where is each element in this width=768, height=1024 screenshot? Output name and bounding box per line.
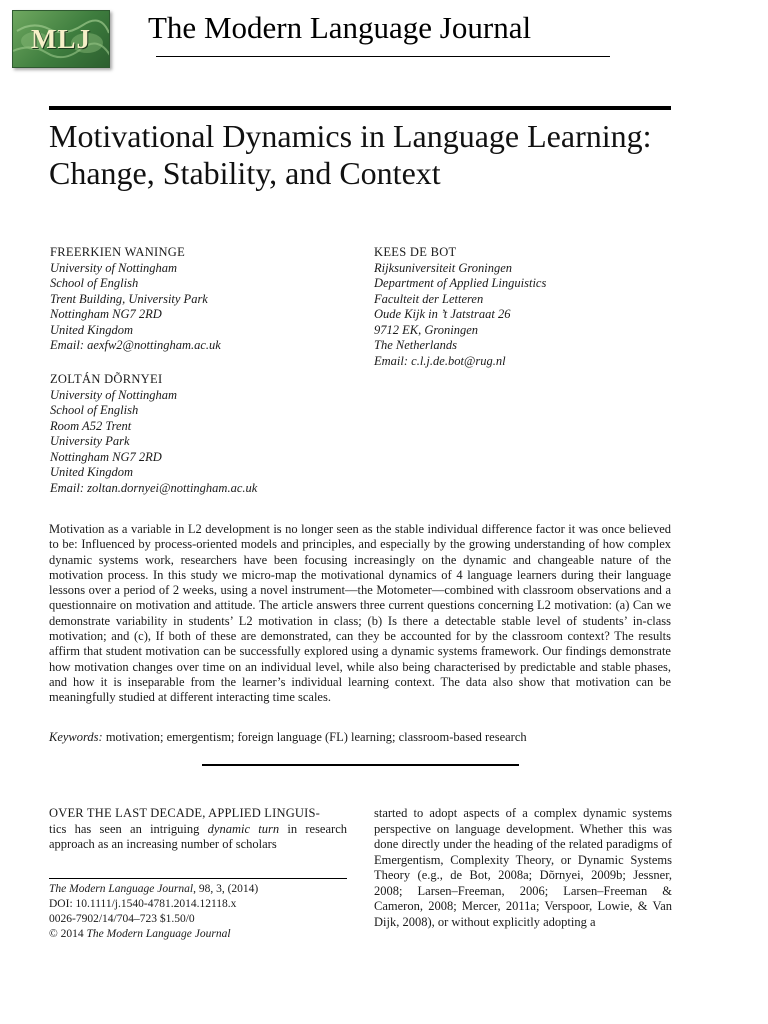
citation-issn: 0026-7902/14/704–723 $1.50/0 (49, 913, 195, 925)
citation-copyright-line (49, 927, 258, 942)
author-affiliation: Nottingham NG7 2RD (50, 307, 162, 321)
author-name: KEES DE BOT (374, 245, 457, 259)
citation-copyright: © 2014 (49, 928, 87, 940)
abstract: Motivation as a variable in L2 development is no longer seen as the stable individual difference factor it was once believed to be: Influenced by process-oriented models and principles, and especially by the growing understanding of how complex dynamic systems work, researchers have been focusing increasingly on the dynamic and changeable nature of the motivation process. In this study we micro-map the motivational dynamics of 4 language learners during their language lessons over a period of 2 weeks, using a novel instrument—the Motometer—combined with classroom observations and a questionnaire on motivation and attitude. The article answers three current questions concerning L2 motivation: (a) Can we demonstrate variability in students’ L2 motivation in class; (b) Is there a detectable stable level of students’ in-class motivation; and (c), If both of these are demonstrated, can they be accounted for by the classroom context? The results affirm that student motivation can be successfully explored using a dynamic systems framework. Our findings demonstrate how motivation changes over time on an individual level, while also being characterised by predictable and stable phases, and how it is inseparable from the learner’s individual learning context. The data also show that motivation can be meaningfully studied at different interacting time scales. (49, 522, 671, 705)
author-block (50, 372, 257, 496)
body-text: tics has seen an intriguing (49, 821, 208, 836)
abstract-divider (202, 764, 519, 766)
author-affiliation: University of Nottingham (50, 260, 178, 275)
body-column-left (49, 806, 347, 853)
journal-title: The Modern Language Journal (148, 10, 532, 45)
logo-text: MLJ (31, 23, 91, 54)
author-affiliation: 9712 EK, Groningen (374, 322, 479, 337)
keywords (49, 730, 671, 745)
header-divider (156, 56, 610, 57)
author-block (374, 245, 546, 369)
article-title: Motivational Dynamics in Language Learning: Change, Stability, and Context (49, 118, 652, 191)
citation-block (49, 882, 258, 942)
author-email[interactable]: Email: zoltan.dornyei@nottingham.ac.uk (50, 480, 258, 495)
journal-logo (12, 10, 110, 68)
author-affiliation: Room A52 Trent (50, 418, 132, 433)
author-affiliation: United Kingdom (50, 465, 133, 479)
author-affiliation: Faculteit der Letteren (374, 291, 484, 306)
author-block (50, 245, 221, 354)
author-name: ZOLTÁN DÕRNYEI (50, 372, 163, 386)
keywords-text: motivation; emergentism; foreign language (FL) learning; classroom-based research (105, 730, 527, 744)
author-affiliation: Oude Kijk in ’t Jatstraat 26 (374, 307, 511, 321)
body-column-right: started to adopt aspects of a complex dynamic systems perspective on language development. Whether this was done directly under the heading of the related paradigms of Emergentism, Complexity Theory, or Dynamic Systems Theory (e.g., de Bot, 2008a; Dõrnyei, 2009b; Jessner, 2008; Larsen–Freeman, 2006; Larsen–Freeman & Cameron, 2008; Mercer, 2011a; Verspoor, Lowie, & Van Dijk, 2008), or without explicitly adopting a (374, 806, 672, 929)
author-affiliation: Rijksuniversiteit Groningen (374, 260, 513, 275)
citation-journal: The Modern Language Journal (49, 883, 194, 895)
author-name: FREERKIEN WANINGE (50, 245, 186, 259)
citation-doi[interactable]: DOI: 10.1111/j.1540-4781.2014.12118.x (49, 898, 237, 910)
author-affiliation: The Netherlands (374, 338, 457, 352)
author-affiliation: School of English (50, 403, 139, 417)
body-text: in research approach as an increasing number of scholars (49, 821, 347, 851)
author-affiliation: School of English (50, 276, 139, 290)
author-affiliation: United Kingdom (50, 322, 133, 337)
author-email[interactable]: Email: aexfw2@nottingham.ac.uk (50, 338, 221, 352)
footnote-divider (49, 878, 347, 879)
author-affiliation: Department of Applied Linguistics (374, 276, 547, 290)
author-affiliation: University Park (50, 434, 130, 448)
author-affiliation: University of Nottingham (50, 387, 178, 402)
keywords-label: Keywords: (49, 730, 103, 744)
citation-journal-line (49, 882, 258, 897)
author-affiliation: Nottingham NG7 2RD (50, 449, 162, 464)
citation-volume: , 98, 3, (2014) (193, 883, 259, 895)
citation-copyright-journal: The Modern Language Journal (86, 928, 231, 940)
title-divider (49, 106, 671, 110)
body-lead-caps: OVER THE LAST DECADE, APPLIED LINGUIS- (49, 806, 321, 820)
body-emphasis: dynamic turn (207, 821, 280, 836)
author-email[interactable]: Email: c.l.j.de.bot@rug.nl (374, 353, 506, 368)
author-affiliation: Trent Building, University Park (50, 291, 208, 306)
